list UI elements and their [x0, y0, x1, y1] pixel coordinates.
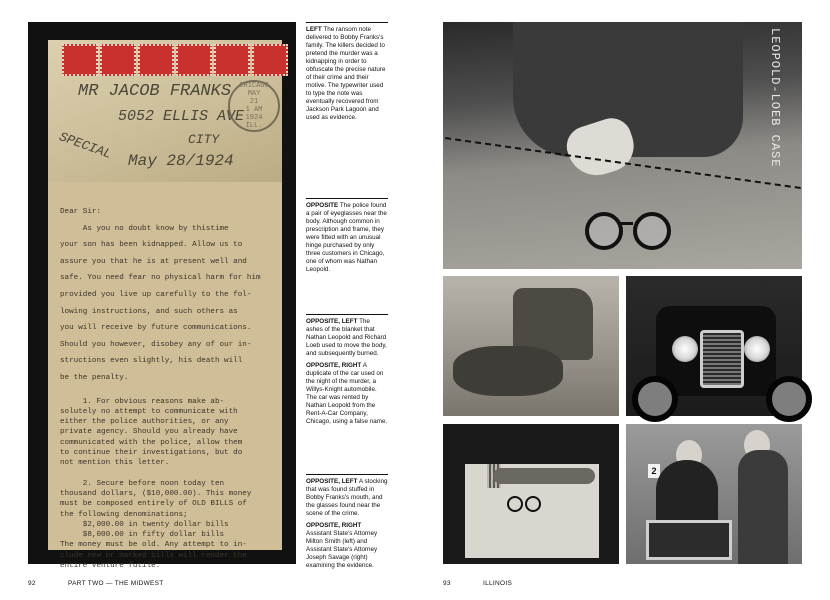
section-title-right: ILLINOIS: [483, 580, 513, 587]
letter-line: the following denominations;: [60, 510, 188, 519]
caption-label: OPPOSITE, RIGHT: [306, 362, 362, 369]
caption-ransom-note: [306, 22, 388, 126]
letter-line: private agency. Should you already have: [60, 428, 238, 437]
stocking: [493, 468, 595, 484]
caption-label: OPPOSITE, LEFT: [306, 318, 358, 325]
envelope-special: SPECIAL: [57, 129, 114, 162]
wheel-icon: [766, 376, 812, 422]
page-number-right: 93: [443, 580, 451, 587]
caption-text: The ashes of the blanket that Nathan Leopold and Richard Loeb used to move the body, and subsequently burned.: [306, 318, 387, 357]
letter-line: either the police authorities, or any: [60, 418, 229, 427]
headlamp-icon: [672, 336, 698, 362]
letter-line: 2. Secure before noon today ten: [60, 479, 225, 488]
headlamp-icon: [744, 336, 770, 362]
evidence-box-label: LEOPOLD-LOEB CASE: [768, 28, 782, 168]
attorneys-photo: [626, 424, 802, 564]
letter-line: clude new or marked bills will render the: [60, 551, 247, 560]
stamp: [138, 44, 174, 76]
caption-stocking-attorneys: [306, 474, 388, 574]
letter-line: The money must be old. Any attempt to in-: [60, 541, 247, 550]
caption-label: OPPOSITE, LEFT: [306, 478, 358, 485]
stamp: [214, 44, 250, 76]
caption-label: LEFT: [306, 26, 322, 33]
postmark-icon: CHICAGO MAY 21 1 AM 1924 ILL.: [228, 80, 280, 132]
evidence-case: [646, 520, 732, 560]
letter-line: assure you that he is at present well and: [60, 257, 247, 266]
letter-line: lowing instructions, and such others as: [60, 307, 238, 316]
letter-line: Should you however, disobey any of our in-: [60, 340, 252, 349]
envelope-city: CITY: [188, 132, 220, 147]
car-grille: [700, 330, 744, 388]
letter-line: communicated with the police, allow them: [60, 438, 243, 447]
caption-text: Assistant State's Attorney Milton Smith (left) and Assistant State's Attorney Joseph Savage (right) examining the evidence.: [306, 530, 378, 569]
exhibit-number: 2: [648, 464, 660, 478]
section-title-left: PART TWO — THE MIDWEST: [68, 580, 164, 587]
letter-line: provided you live up carefully to the fol-: [60, 290, 252, 299]
letter-line: 1. For obvious reasons make ab-: [60, 397, 225, 406]
caption-text: The police found a pair of eyeglasses near the body. Although common in prescription and frame, they were fitted with an unusual hinge purchased by only three customers in Chicago, one of whom was Nathan Leopold.: [306, 202, 387, 273]
letter-line: thousand dollars, ($10,000.00). This money: [60, 489, 252, 498]
blanket-ashes-photo: [443, 276, 619, 416]
envelope-street: 5052 ELLIS AVE: [118, 108, 245, 125]
eyeglass-lens-icon: [507, 496, 523, 512]
caption-rule: [306, 474, 388, 475]
willys-knight-car-photo: [626, 276, 802, 416]
letter-line: must be composed entirely of OLD BILLS of: [60, 500, 247, 509]
caption-label: OPPOSITE, RIGHT: [306, 522, 362, 529]
letter-line: be the penalty.: [60, 373, 129, 382]
eyeglasses-photo: [443, 22, 802, 269]
caption-blanket-car: [306, 314, 388, 430]
caption-text: The ransom note delivered to Bobby Franks's family. The killers decided to pretend the murder was a kidnapping in order to obfuscate the precise nature of their crime and their motive. The typewriter used to type the note was eventually recovered from Jackson Park Lagoon and used as evidence.: [306, 26, 386, 121]
letter-line: safe. You need fear no physical harm for him: [60, 274, 261, 283]
ransom-note-photo: [28, 22, 296, 570]
eyeglass-lens-icon: [525, 496, 541, 512]
ransom-letter: [48, 182, 282, 570]
attorney-right: [738, 450, 788, 564]
caption-rule: [306, 22, 388, 23]
caption-text: A stocking that was found stuffed in Bobby Franks's mouth, and the glasses found near the scene of the crime.: [306, 478, 388, 517]
letter-line: solutely no attempt to communicate with: [60, 407, 238, 416]
envelope-addressee: MR JACOB FRANKS: [78, 82, 232, 101]
stamp: [252, 44, 288, 76]
letter-line: not mention this letter.: [60, 459, 170, 468]
envelope-date: May 28/1924: [128, 152, 234, 170]
caption-eyeglasses: [306, 198, 388, 278]
page-number-left: 92: [28, 580, 36, 587]
eyeglass-bridge: [619, 222, 633, 225]
stamp: [176, 44, 212, 76]
letter-line: Dear Sir:: [60, 208, 102, 216]
letter-line: entire venture futile.: [60, 561, 161, 570]
envelope: [48, 40, 282, 190]
eyeglass-lens-icon: [585, 212, 623, 250]
stamps: [62, 44, 288, 76]
letter-line: $2,000.00 in twenty dollar bills: [60, 520, 229, 529]
letter-line: As you no doubt know by thistime: [60, 224, 229, 233]
wheel-icon: [632, 376, 678, 422]
eyeglass-lens-icon: [633, 212, 671, 250]
caption-label: OPPOSITE: [306, 202, 339, 209]
letter-line: structions even slightly, his death will: [60, 357, 243, 366]
blanket-ashes: [453, 346, 563, 396]
letter-line: $8,000.00 in fifty dollar bills: [60, 531, 225, 540]
stamp: [62, 44, 98, 76]
stocking-photo: [443, 424, 619, 564]
caption-rule: [306, 198, 388, 199]
caption-rule: [306, 314, 388, 315]
caption-text: A duplicate of the car used on the night of the murder, a Willys-Knight automobile. The car was rented by Nathan Leopold from the Rent-A-Car Company, Chicago, using a false name.: [306, 362, 388, 425]
letter-line: to continue their investigations, but do: [60, 449, 243, 458]
letter-line: you will receive by future communications.: [60, 324, 252, 333]
letter-line: your son has been kidnapped. Allow us to: [60, 241, 243, 250]
stamp: [100, 44, 136, 76]
